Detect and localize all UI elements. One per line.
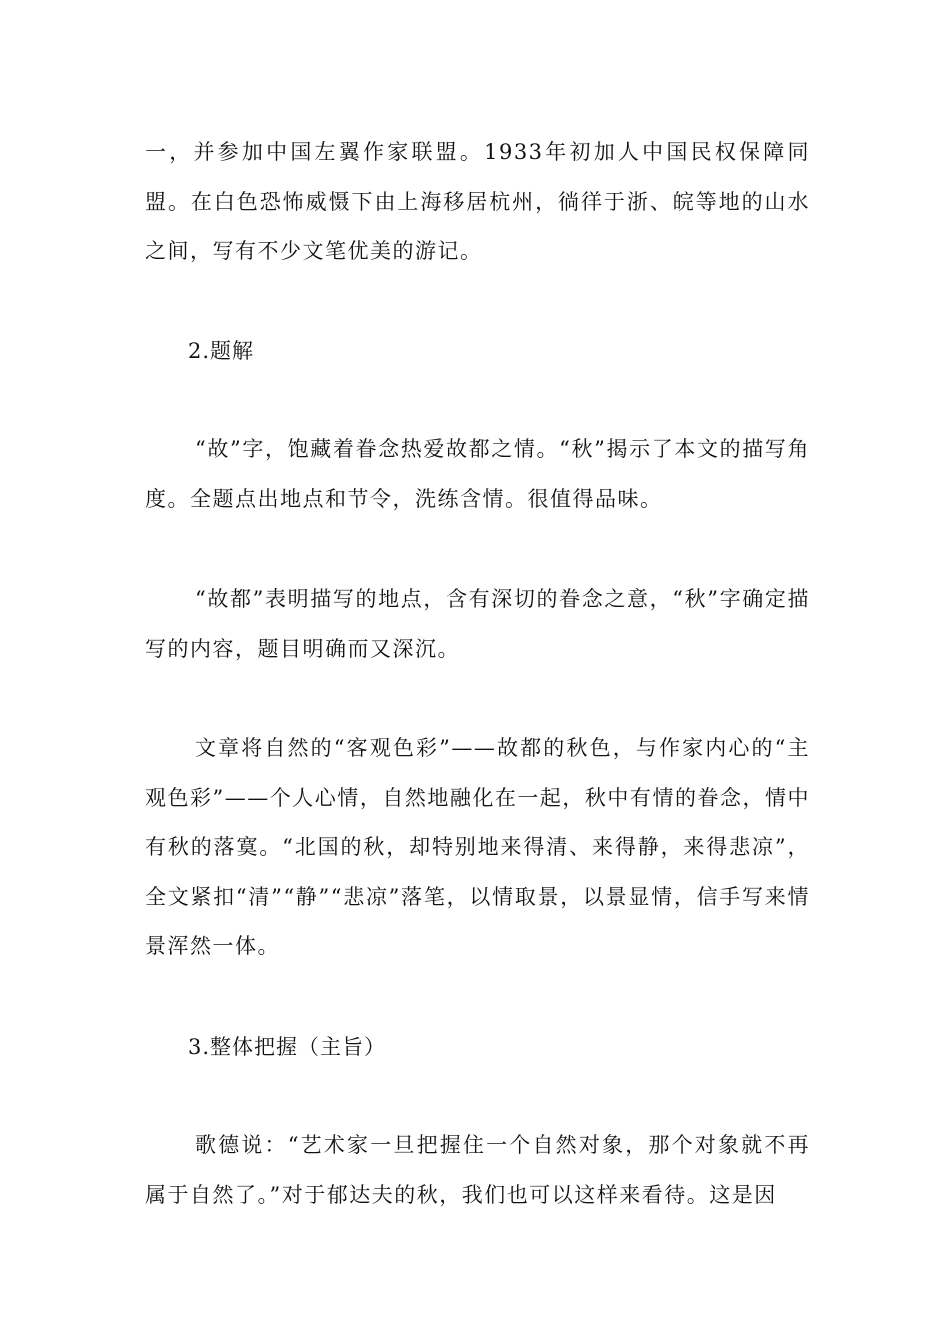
section-heading-overall-grasp: 3.整体把握（主旨） bbox=[188, 1035, 387, 1059]
section-heading-title-explanation: 2.题解 bbox=[188, 339, 255, 363]
paragraph-title-meaning: “故”字，饱藏着眷念热爱故都之情。“秋”揭示了本文的描写角度。全题点出地点和节令，洗练含情。很值得品味。 bbox=[145, 437, 810, 511]
paragraph-biography-continuation: 一，并参加中国左翼作家联盟。1933年初加人中国民权保障同盟。在白色恐怖威慑下由上海移居杭州，徜徉于浙、皖等地的山水之间，写有不少文笔优美的游记。 bbox=[145, 140, 810, 263]
paragraph-title-location: “故都”表明描写的地点，含有深切的眷念之意，“秋”字确定描写的内容，题目明确而又深沉。 bbox=[145, 587, 810, 661]
paragraph-goethe-quote: 歌德说：“艺术家一旦把握住一个自然对象，那个对象就不再属于自然了。”对于郁达夫的秋，我们也可以这样来看待。这是因 bbox=[145, 1133, 810, 1207]
paragraph-colors-emotion: 文章将自然的“客观色彩”——故都的秋色，与作家内心的“主观色彩”——个人心情，自然地融化在一起，秋中有情的眷念，情中有秋的落寞。“北国的秋，却特别地来得清、来得静，来得悲凉”，全文紧扣“清”“静”“悲凉”落笔，以情取景，以景显情，信手写来情景浑然一体。 bbox=[145, 736, 810, 958]
